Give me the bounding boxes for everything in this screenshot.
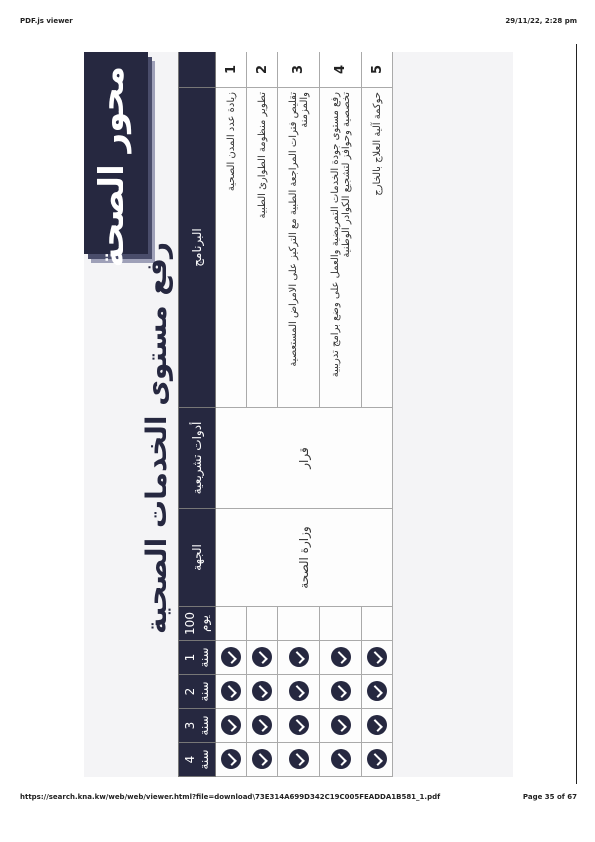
- cell-y1: [278, 641, 320, 675]
- cell-y2: [320, 675, 362, 709]
- row-number: 4: [320, 52, 362, 88]
- slide: [84, 52, 513, 777]
- program-cell: تطوير منظومة الطوارئ الطبية: [247, 88, 278, 408]
- entity-cell: وزارة الصحة: [216, 509, 393, 607]
- legal-tool-cell: قرار: [216, 408, 393, 509]
- title-tab: [84, 52, 148, 268]
- cell-y4: [362, 743, 393, 777]
- table-row: [216, 52, 247, 777]
- check-circle-icon: [367, 750, 387, 770]
- cell-y2: [247, 675, 278, 709]
- document-url[interactable]: https://search.kna.kw/web/web/viewer.html?file=download\73E314A699D342C19C005FEADDA1B581_1.pdf: [20, 793, 441, 801]
- check-circle-icon: [289, 716, 309, 736]
- program-table: [178, 52, 393, 777]
- program-cell: رفع مستوى جودة الخدمات التمريضية والعمل على وضع برامج تدريبية تخصصية وحوافز لتشجيع الكوادر الوطنية: [320, 88, 362, 408]
- check-circle-icon: [331, 750, 351, 770]
- cell-d100: [247, 607, 278, 641]
- col-header-100-days: 100 يوم: [179, 607, 216, 641]
- check-circle-icon: [221, 750, 241, 770]
- scanned-page: [84, 52, 513, 777]
- cell-y4: [216, 743, 247, 777]
- print-datetime: 29/11/22, 2:28 pm: [505, 17, 577, 25]
- check-circle-icon: [367, 682, 387, 702]
- col-header-y4: 4 سنة: [179, 743, 216, 777]
- check-circle-icon: [252, 682, 272, 702]
- cell-y2: [362, 675, 393, 709]
- cell-y1: [320, 641, 362, 675]
- col-header-y1: 1 سنة: [179, 641, 216, 675]
- cell-y4: [278, 743, 320, 777]
- check-circle-icon: [331, 682, 351, 702]
- col-header-y3: 3 سنة: [179, 709, 216, 743]
- check-circle-icon: [289, 648, 309, 668]
- table-header-row: [179, 52, 216, 777]
- col-header-y2: 2 سنة: [179, 675, 216, 709]
- check-circle-icon: [367, 648, 387, 668]
- page-edge-line: [576, 44, 577, 784]
- check-circle-icon: [221, 682, 241, 702]
- row-number: 1: [216, 52, 247, 88]
- check-circle-icon: [367, 716, 387, 736]
- cell-y3: [278, 709, 320, 743]
- row-number: 5: [362, 52, 393, 88]
- cell-d100: [278, 607, 320, 641]
- cell-d100: [216, 607, 247, 641]
- check-circle-icon: [331, 716, 351, 736]
- cell-y4: [247, 743, 278, 777]
- check-circle-icon: [289, 750, 309, 770]
- cell-y1: [216, 641, 247, 675]
- col-header-legal-tools: أدوات تشريعية: [179, 408, 216, 509]
- cell-y2: [216, 675, 247, 709]
- col-header-entity: الجهة: [179, 509, 216, 607]
- cell-y3: [247, 709, 278, 743]
- page-indicator: Page 35 of 67: [522, 793, 577, 801]
- check-circle-icon: [331, 648, 351, 668]
- program-cell: حوكمة آلية العلاج بالخارج: [362, 88, 393, 408]
- viewer-title: PDF.js viewer: [20, 17, 73, 25]
- row-number: 2: [247, 52, 278, 88]
- program-cell: تقليص فترات المراجعة الطبية مع التركيز على الامراض المستعصية والمزمنة: [278, 88, 320, 408]
- cell-y4: [320, 743, 362, 777]
- cell-y2: [278, 675, 320, 709]
- check-circle-icon: [252, 648, 272, 668]
- check-circle-icon: [252, 716, 272, 736]
- cell-d100: [320, 607, 362, 641]
- slide-title: محور الصحة: [92, 66, 132, 268]
- check-circle-icon: [252, 750, 272, 770]
- cell-y3: [216, 709, 247, 743]
- cell-y3: [362, 709, 393, 743]
- col-header-num: [179, 52, 216, 88]
- row-number: 3: [278, 52, 320, 88]
- cell-y1: [362, 641, 393, 675]
- col-header-program: البرنامج: [179, 88, 216, 408]
- slide-subtitle: رفع مستوى الخدمات الصحية: [140, 242, 173, 635]
- check-circle-icon: [221, 648, 241, 668]
- cell-y3: [320, 709, 362, 743]
- program-cell: زيادة عدد المدن الصحية: [216, 88, 247, 408]
- check-circle-icon: [221, 716, 241, 736]
- cell-d100: [362, 607, 393, 641]
- check-circle-icon: [289, 682, 309, 702]
- cell-y1: [247, 641, 278, 675]
